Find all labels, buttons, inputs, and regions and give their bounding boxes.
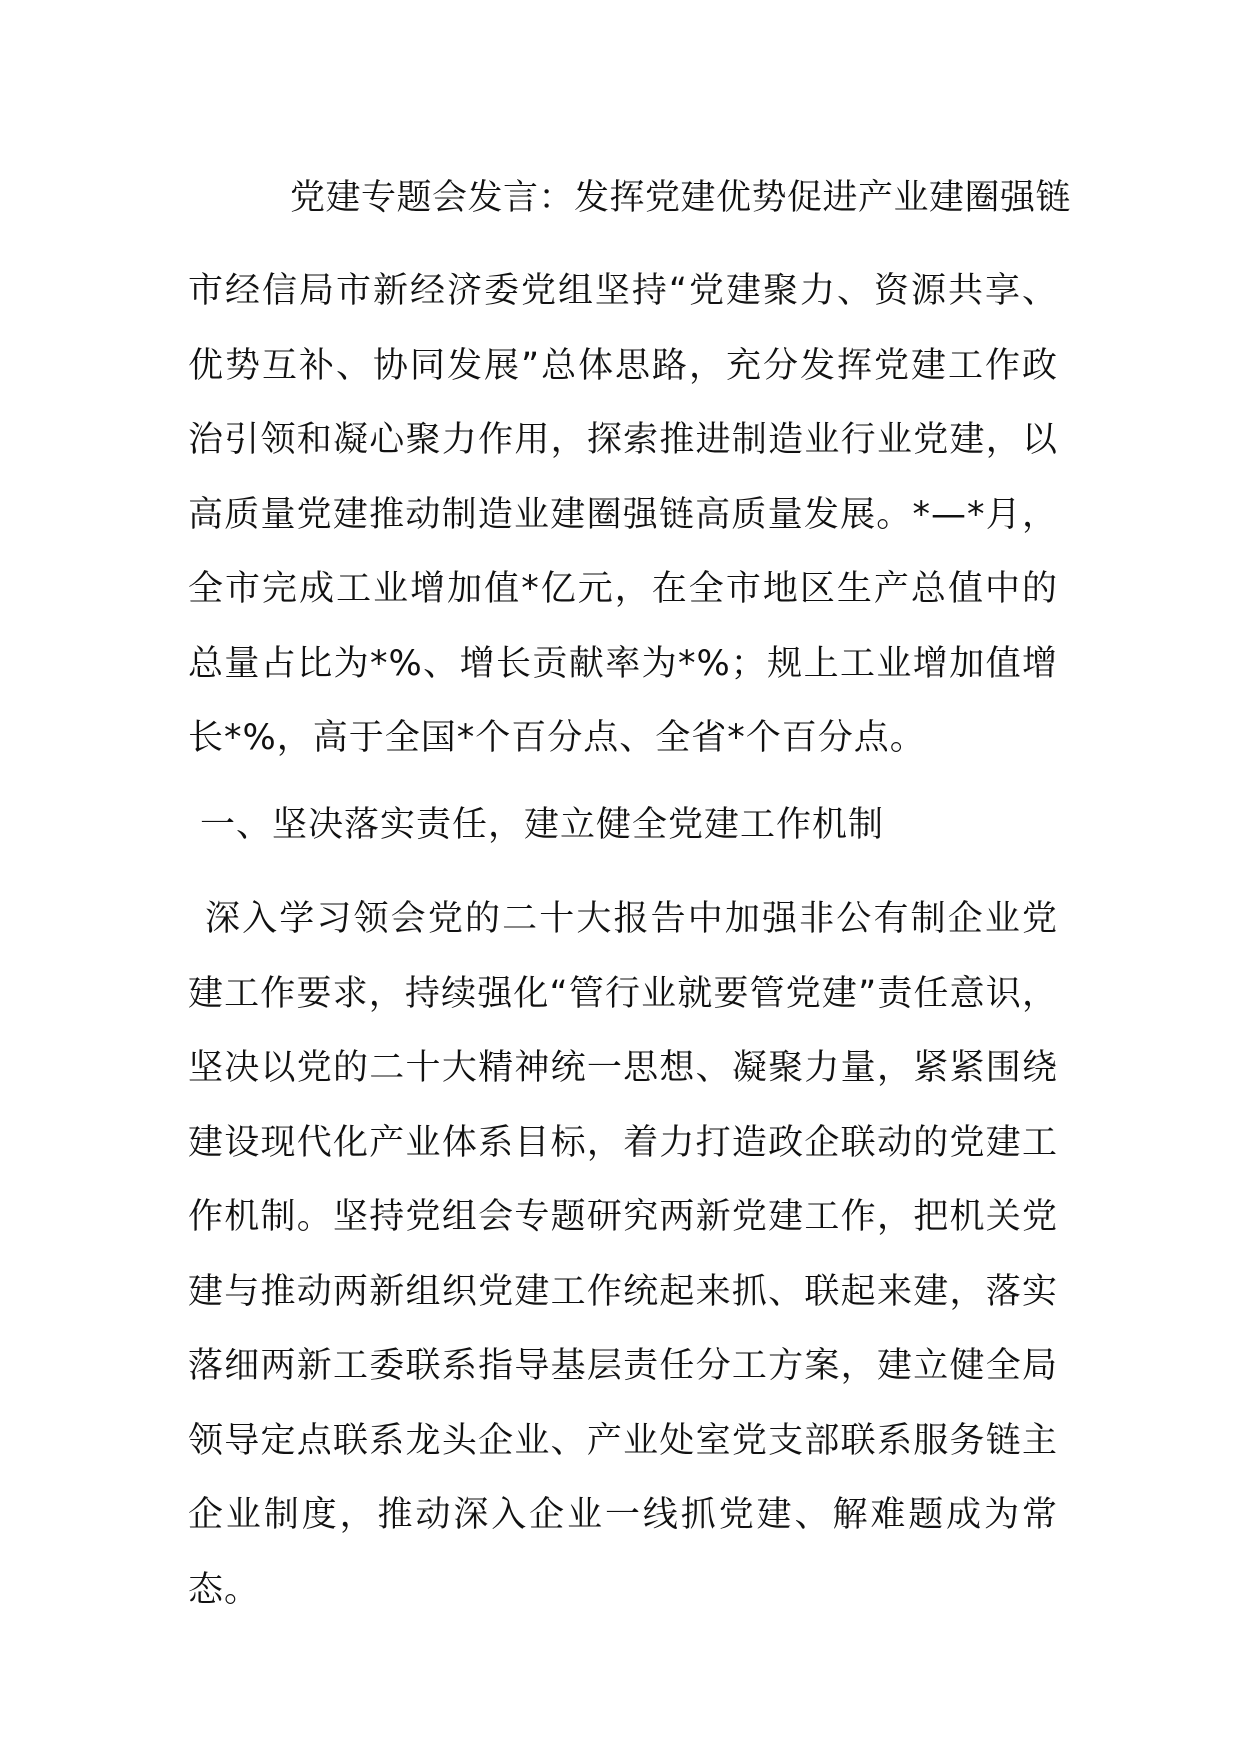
document-title: 党建专题会发言：发挥党建优势促进产业建圈强链	[290, 178, 1072, 218]
section-heading: 一、坚决落实责任，建立健全党建工作机制	[200, 805, 885, 845]
intro-paragraph: 市经信局市新经济委党组坚持“党建聚力、资源共享、优势互补、协同发展”总体思路，充分发挥党建工作政治引领和凝心聚力作用，探索推进制造业行业党建，以高质量党建推动制造业建圈强链高质量发展。*—*月，全市完成工业增加值*亿元，在全市地区生产总值中的总量占比为*%、增长贡献率为*%；规上工业增加值增长*%，高于全国*个百分点、全省*个百分点。	[188, 271, 1058, 758]
section-paragraph: 深入学习领会党的二十大报告中加强非公有制企业党建工作要求，持续强化“管行业就要管党建”责任意识，坚决以党的二十大精神统一思想、凝聚力量，紧紧围绕建设现代化产业体系目标，着力打造政企联动的党建工作机制。坚持党组会专题研究两新党建工作，把机关党建与推动两新组织党建工作统起来抓、联起来建，落实落细两新工委联系指导基层责任分工方案，建立健全局领导定点联系龙头企业、产业处室党支部联系服务链主企业制度，推动深入企业一线抓党建、解难题成为常态。	[188, 899, 1058, 1610]
